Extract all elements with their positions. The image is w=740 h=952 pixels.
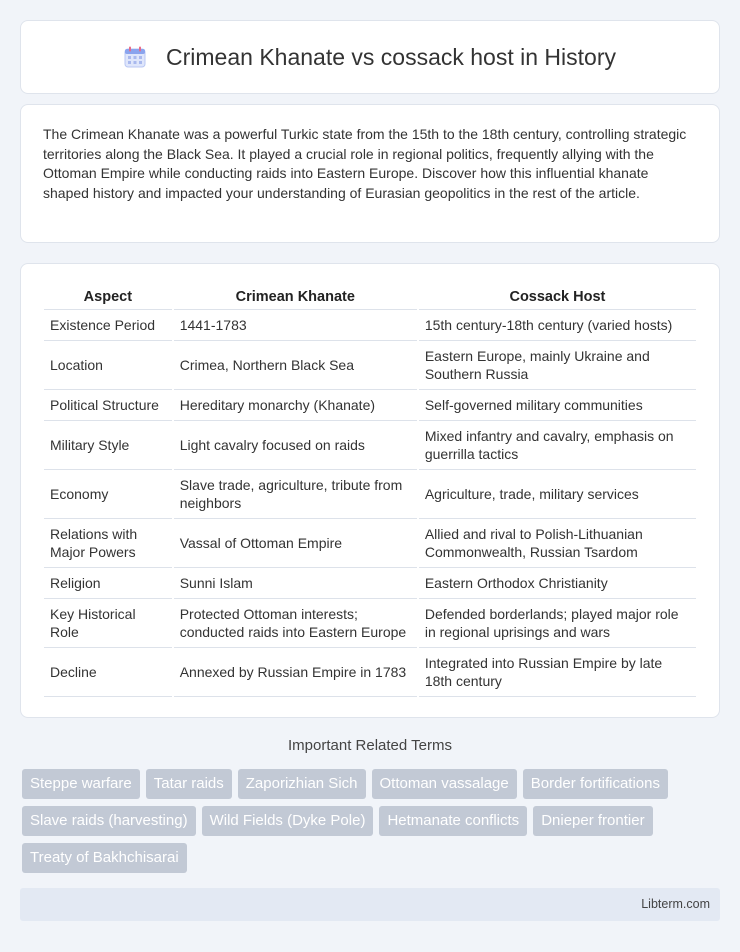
related-term-tag[interactable]: Ottoman vassalage — [372, 769, 517, 799]
table-row — [44, 341, 696, 390]
related-term-tag[interactable]: Treaty of Bakhchisarai — [22, 843, 187, 873]
cell-cossack: Integrated into Russian Empire by late 18th century — [419, 648, 696, 697]
cell-aspect: Decline — [44, 648, 172, 697]
cell-khanate: Crimea, Northern Black Sea — [174, 341, 417, 390]
cell-khanate: Slave trade, agriculture, tribute from neighbors — [174, 470, 417, 519]
cell-khanate: Annexed by Russian Empire in 1783 — [174, 648, 417, 697]
intro-card — [20, 104, 720, 243]
cell-aspect: Relations with Major Powers — [44, 519, 172, 568]
cell-khanate: Hereditary monarchy (Khanate) — [174, 390, 417, 421]
table-row — [44, 648, 696, 697]
calendar-icon — [124, 46, 146, 68]
cell-khanate: Vassal of Ottoman Empire — [174, 519, 417, 568]
comparison-card — [20, 263, 720, 718]
related-term-tag[interactable]: Dnieper frontier — [533, 806, 652, 836]
cell-khanate: Light cavalry focused on raids — [174, 421, 417, 470]
cell-aspect: Political Structure — [44, 390, 172, 421]
table-row — [44, 599, 696, 648]
cell-cossack: Allied and rival to Polish-Lithuanian Commonwealth, Russian Tsardom — [419, 519, 696, 568]
cell-cossack: Eastern Orthodox Christianity — [419, 568, 696, 599]
cell-aspect: Location — [44, 341, 172, 390]
cell-aspect: Religion — [44, 568, 172, 599]
cell-cossack: Self-governed military communities — [419, 390, 696, 421]
table-row — [44, 519, 696, 568]
related-terms-title: Important Related Terms — [288, 737, 452, 754]
intro-text: The Crimean Khanate was a powerful Turkic state from the 15th to the 18th century, controlling strategic territories along the Black Sea. It played a crucial role in regional politics, frequently allying with the Ottoman Empire while conducting raids into Eastern Europe. Discover how this influential khanate shaped history and impacted your understanding of Eurasian geopolitics in the rest of the article. — [43, 126, 687, 201]
header-card — [20, 20, 720, 94]
table-row — [44, 390, 696, 421]
cell-cossack: Defended borderlands; played major role in regional uprisings and wars — [419, 599, 696, 648]
cell-khanate: 1441-1783 — [174, 310, 417, 341]
related-terms-list — [22, 769, 722, 873]
related-term-tag[interactable]: Hetmanate conflicts — [379, 806, 527, 836]
related-term-tag[interactable]: Tatar raids — [146, 769, 232, 799]
cell-aspect: Key Historical Role — [44, 599, 172, 648]
cell-cossack: Eastern Europe, mainly Ukraine and Southern Russia — [419, 341, 696, 390]
page-title: Crimean Khanate vs cossack host in History — [166, 43, 616, 70]
table-row — [44, 470, 696, 519]
related-term-tag[interactable]: Zaporizhian Sich — [238, 769, 366, 799]
header-aspect: Aspect — [44, 284, 172, 310]
table-row — [44, 310, 696, 341]
footer-bar — [20, 888, 720, 921]
footer-site-link[interactable]: Libterm.com — [641, 897, 710, 911]
table-header-row — [44, 284, 696, 310]
cell-khanate: Sunni Islam — [174, 568, 417, 599]
cell-aspect: Military Style — [44, 421, 172, 470]
cell-aspect: Economy — [44, 470, 172, 519]
cell-khanate: Protected Ottoman interests; conducted raids into Eastern Europe — [174, 599, 417, 648]
cell-cossack: 15th century-18th century (varied hosts) — [419, 310, 696, 341]
cell-aspect: Existence Period — [44, 310, 172, 341]
related-term-tag[interactable]: Slave raids (harvesting) — [22, 806, 196, 836]
comparison-table — [42, 284, 698, 697]
cell-cossack: Mixed infantry and cavalry, emphasis on guerrilla tactics — [419, 421, 696, 470]
related-term-tag[interactable]: Steppe warfare — [22, 769, 140, 799]
table-row — [44, 568, 696, 599]
header-cossack-host: Cossack Host — [419, 284, 696, 310]
header-crimean-khanate: Crimean Khanate — [174, 284, 417, 310]
table-row — [44, 421, 696, 470]
cell-cossack: Agriculture, trade, military services — [419, 470, 696, 519]
related-term-tag[interactable]: Wild Fields (Dyke Pole) — [202, 806, 374, 836]
related-term-tag[interactable]: Border fortifications — [523, 769, 668, 799]
